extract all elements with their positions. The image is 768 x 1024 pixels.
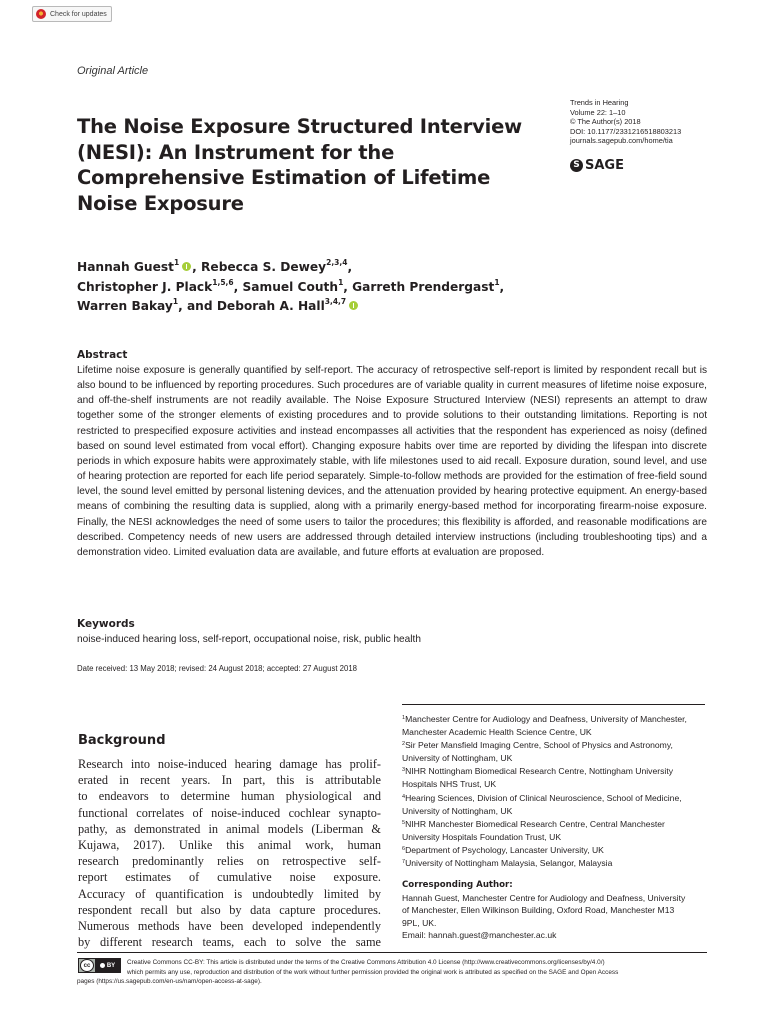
corresponding-author-heading: Corresponding Author:: [402, 880, 513, 890]
author-name: , Rebecca S. Dewey: [192, 260, 327, 274]
author-name: , Samuel Couth: [233, 279, 339, 294]
journal-info: [570, 98, 740, 146]
journal-doi[interactable]: DOI: 10.1177/2331216518803213: [570, 126, 682, 136]
affiliation-number: 3: [402, 767, 406, 774]
affiliation-item: [402, 739, 722, 765]
author-line: [77, 258, 717, 278]
affiliation-line: University of Nottingham Malaysia, Selangor, Malaysia: [405, 858, 613, 869]
corresponding-line: of Manchester, Ellen Wilkinson Building, Oxford Road, Manchester M13: [402, 905, 675, 916]
author-affiliation-sup: 1,5,6: [212, 277, 234, 287]
author-affiliation-sup: 1: [338, 277, 344, 287]
affiliation-item: [402, 713, 722, 739]
license-text: [77, 958, 707, 987]
body-line: Research into noise-induced hearing damage has prolif-: [78, 757, 381, 771]
affiliation-number: 6: [402, 845, 406, 852]
license-line: which permits any use, reproduction and distribution of the work without further permission provided the original work is attributed as specified on the SAGE and Open Access: [127, 968, 619, 976]
creative-commons-icon: cc: [80, 959, 94, 972]
affiliation-line: NIHR Manchester Biomedical Research Centre, Central Manchester: [405, 818, 665, 829]
license-line: pages (https://us.sagepub.com/en-us/nam/open-access-at-sage).: [77, 978, 262, 986]
affiliation-line: Hearing Sciences, Division of Clinical Neuroscience, School of Medicine,: [405, 792, 682, 803]
title-line: Noise Exposure: [77, 191, 244, 215]
orcid-icon[interactable]: [182, 262, 191, 271]
check-for-updates-badge[interactable]: [32, 6, 112, 22]
body-line: Numerous methods have been developed independently: [78, 919, 381, 934]
keywords-text: noise-induced hearing loss, self-report, occupational noise, risk, public health: [77, 634, 421, 645]
journal-url[interactable]: journals.sagepub.com/home/tia: [570, 136, 673, 145]
body-line: by different research teams, each to solve the same: [78, 935, 381, 950]
corresponding-email[interactable]: Email: hannah.guest@manchester.ac.uk: [402, 930, 557, 941]
author-affiliation-sup: 1: [494, 277, 500, 287]
crossmark-icon: [36, 9, 46, 19]
author-list: [77, 258, 717, 317]
body-line: Kujawa, 2017). Unlike this animal work, human: [78, 838, 381, 853]
affiliation-line: University of Nottingham, UK: [402, 805, 513, 816]
affiliation-line: Department of Psychology, Lancaster University, UK: [405, 844, 604, 855]
journal-name: Trends in Hearing: [570, 98, 629, 107]
body-line: Accuracy of quantification is undoubtedly limited by: [78, 886, 381, 901]
check-for-updates-label: Check for updates: [50, 10, 107, 18]
affiliation-item: [402, 765, 722, 791]
title-line: (NESI): An Instrument for the: [77, 140, 395, 164]
affiliation-item: [402, 857, 722, 870]
affiliations-divider: [402, 704, 705, 705]
affiliation-line: Hospitals NHS Trust, UK: [402, 779, 497, 790]
abstract-heading: Abstract: [77, 349, 128, 361]
author-affiliation-sup: 2,3,4: [326, 258, 348, 267]
cc-by-text: BY: [106, 962, 116, 969]
sage-mark-icon: S: [570, 159, 583, 172]
author-name: , and Deborah A. Hall: [178, 299, 325, 313]
footer-divider: [77, 952, 707, 953]
article-type: Original Article: [77, 65, 149, 77]
affiliation-line: Manchester Centre for Audiology and Deafness, University of Manchester,: [405, 714, 687, 724]
body-line: pathy, as demonstrated in animal models (Liberman &: [78, 821, 381, 836]
author-separator: ,: [499, 279, 505, 294]
affiliation-item: [402, 792, 722, 818]
affiliation-line: University Hospitals Foundation Trust, UK: [402, 831, 562, 842]
author-affiliation-sup: 3,4,7: [324, 297, 347, 306]
affiliation-line: Manchester Academic Health Science Centre, UK: [402, 727, 592, 738]
affiliations-list: [402, 713, 722, 870]
orcid-icon[interactable]: [349, 301, 358, 310]
body-line: respondent recall but also by data capture procedures.: [78, 902, 381, 917]
author-name: Christopher J. Plack: [77, 279, 213, 294]
affiliation-number: 1: [402, 715, 406, 721]
journal-volume: Volume 22: 1–10: [570, 107, 626, 117]
author-affiliation-sup: 1: [172, 297, 179, 306]
author-separator: ,: [347, 260, 353, 274]
title-line: Comprehensive Estimation of Lifetime: [77, 166, 491, 189]
body-line: functional correlates of noise-induced cochlear synapto-: [78, 805, 381, 820]
title-line: The Noise Exposure Structured Interview: [77, 115, 522, 138]
corresponding-line: 9PL, UK.: [402, 917, 437, 928]
affiliation-item: [402, 818, 722, 844]
affiliation-line: NIHR Nottingham Biomedical Research Centre, Nottingham University: [405, 766, 674, 777]
license-line: Creative Commons CC-BY: This article is distributed under the terms of the Creative Commons Attribution 4.0 License (http://www.creativecommons.org/licenses/by/4.0/): [127, 959, 605, 966]
publisher-name: SAGE: [585, 158, 624, 173]
keywords-heading: Keywords: [77, 618, 135, 630]
background-text: [78, 756, 381, 950]
author-line: [77, 278, 717, 298]
journal-copyright: © The Author(s) 2018: [570, 117, 641, 126]
corresponding-line: Hannah Guest, Manchester Centre for Audiology and Deafness, University: [402, 893, 686, 903]
body-line: to endeavors to determine human physiological and: [78, 789, 381, 804]
author-line: [77, 297, 717, 317]
author-name: , Garreth Prendergast: [343, 279, 495, 294]
affiliation-number: 2: [402, 741, 406, 748]
affiliation-line: Sir Peter Mansfield Imaging Centre, School of Physics and Astronomy,: [405, 740, 673, 751]
body-line: research predominantly relies on retrospective self-: [78, 854, 381, 869]
affiliation-number: 5: [402, 819, 406, 826]
article-title: [77, 114, 547, 216]
affiliation-number: 7: [402, 859, 406, 866]
body-line: erated in recent years. In part, this is attributable: [78, 773, 381, 788]
corresponding-author-details: [402, 892, 722, 942]
affiliation-number: 4: [402, 793, 406, 800]
body-line: report estimates of cumulative noise exposure.: [78, 870, 381, 885]
author-name: Hannah Guest: [77, 260, 174, 274]
publication-dates: Date received: 13 May 2018; revised: 24 August 2018; accepted: 27 August 2018: [77, 664, 358, 673]
background-heading: Background: [78, 733, 166, 748]
author-affiliation-sup: 1: [173, 258, 180, 267]
sage-logo: [570, 158, 624, 173]
abstract-text: Lifetime noise exposure is generally quantified by self-report. The accuracy of retrospective self-report is limited by respondent recall but is also bound to be influenced by reporting procedures. Such procedures are of variable quality in current measures of lifetime noise exposure, and off-the-shelf instruments are not readily available. The Noise Exposure Structured Interview (NESI) represents an attempt to draw together some of the stronger elements of existing procedures and to provide solutions to their outstanding limitations. Reporting is not restricted to prespecified exposure activities and instead encompasses all activities that the respondent has experienced as noisy (defined based on sound level estimated from vocal effort). Changing exposure habits over time are reported by dividing the lifespan into discrete periods in which exposure habits were approximately stable, with life milestones used to aid recall. Exposure duration, sound level, and use of hearing protection are reported for each life period separately. Simple-to-follow methods are provided for the estimation of free-field sound level, the sound level emitted by personal listening devices, and the attenuation provided by hearing protective equipment. An energy-based means of combining the resulting data is supplied, along with a primarily energy-based method for incorporating firearm-noise exposure. Finally, the NESI acknowledges the need of some users to tailor the procedures; this flexibility is afforded, and reasonable modifications are described. Competency needs of new users are addressed through detailed interview instructions (including troubleshooting tips) and a demonstration video. Limited evaluation data are available, and future efforts at evaluation are proposed.: [77, 365, 707, 558]
author-name: Warren Bakay: [77, 299, 173, 313]
affiliation-line: University of Nottingham, UK: [402, 753, 513, 764]
affiliation-item: [402, 844, 722, 857]
